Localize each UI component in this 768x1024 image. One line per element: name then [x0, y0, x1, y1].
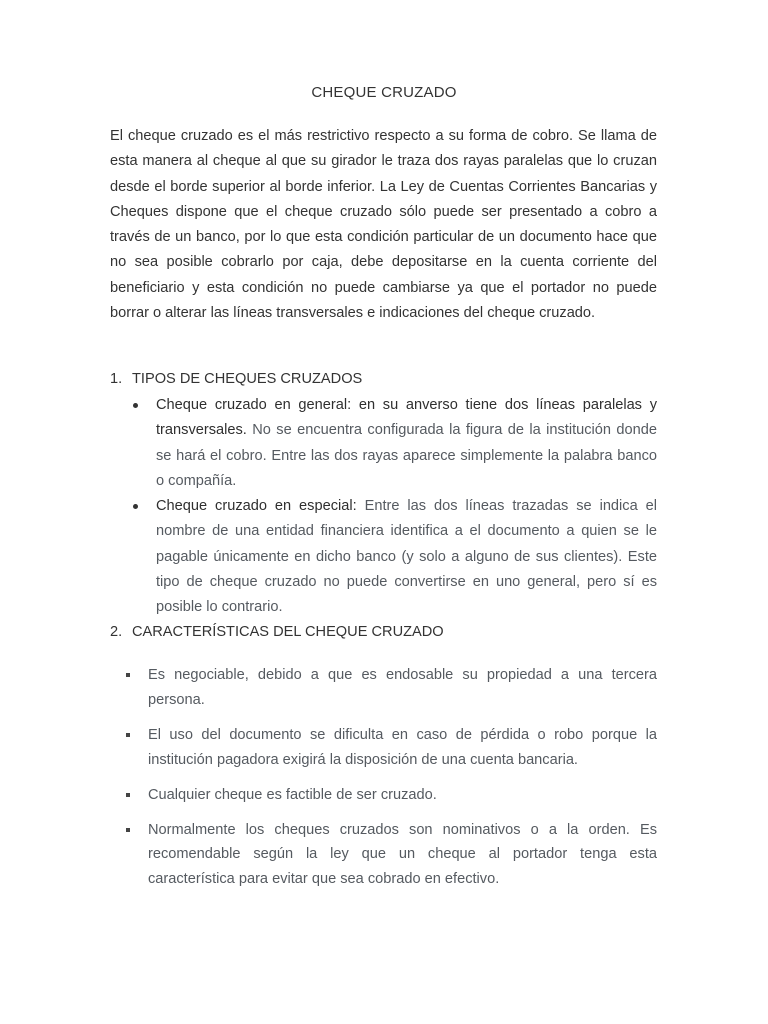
list-item-lead: Cheque cruzado en especial: [156, 498, 357, 515]
list-item-text: Cualquier cheque es factible de ser cruzado. [148, 787, 437, 803]
bullet-square-icon [126, 733, 130, 737]
list-item-text: Normalmente los cheques cruzados son nominativos o a la orden. Es recomendable según la ley que un cheque al portador tenga esta característica para evitar que sea cobrado en efectivo. [148, 821, 657, 887]
bullet-square-icon [126, 793, 130, 797]
list-item [126, 818, 657, 892]
list-item [133, 494, 657, 620]
list-item [126, 783, 657, 808]
list-item [133, 393, 657, 494]
bullet-dot-icon [133, 403, 138, 408]
list-item-text: El uso del documento se dificulta en caso de pérdida o robo porque la institución pagadora exigirá la disposición de una cuenta bancaria. [148, 727, 657, 768]
list-item-text: Es negociable, debido a que es endosable su propiedad a una tercera persona. [148, 667, 657, 708]
page-title: CHEQUE CRUZADO [311, 84, 457, 101]
section-heading-text: TIPOS DE CHEQUES CRUZADOS [132, 371, 363, 387]
caracteristicas-list [126, 663, 657, 891]
section-number: 1. [110, 371, 123, 387]
list-item-lead: Cheque cruzado en general: en su anverso tiene dos líneas paralelas y transversales. [156, 397, 657, 439]
list-item-text: Entre las dos líneas trazadas se indica el nombre de una entidad financiera identifica a el documento a quien se le pagable únicamente en dicho banco (y solo a alguno de sus clientes). Este tipo de cheque cruzado no puede convertirse en uno general, pero sí es posible lo contrario. [156, 498, 657, 616]
list-item [126, 723, 657, 772]
list-item-text: No se encuentra configurada la figura de la institución donde se hará el cobro. Entre las dos rayas aparece simplemente la palabra banco o compañía. [156, 422, 657, 489]
bullet-dot-icon [133, 504, 138, 509]
section-number: 2. [110, 624, 123, 640]
list-item [126, 663, 657, 712]
tipos-list [133, 393, 657, 621]
bullet-square-icon [126, 828, 130, 832]
section-heading-caracteristicas [110, 624, 444, 640]
intro-paragraph: El cheque cruzado es el más restrictivo respecto a su forma de cobro. Se llama de esta manera al cheque al que su girador le traza dos rayas paralelas que lo cruzan desde el borde superior al borde inferior. La Ley de Cuentas Corrientes Bancarias y Cheques dispone que el cheque cruzado sólo puede ser presentado a cobro a través de un banco, por lo que esta condición particular de un documento hace que no sea posible cobrarlo por caja, debe depositarse en la cuenta corriente del beneficiario y esta condición no puede cambiarse ya que el portador no puede borrar o alterar las líneas transversales e indicaciones del cheque cruzado. [110, 128, 657, 322]
section-heading-tipos [110, 371, 362, 387]
bullet-square-icon [126, 673, 130, 677]
section-heading-text: CARACTERÍSTICAS DEL CHEQUE CRUZADO [132, 624, 444, 640]
